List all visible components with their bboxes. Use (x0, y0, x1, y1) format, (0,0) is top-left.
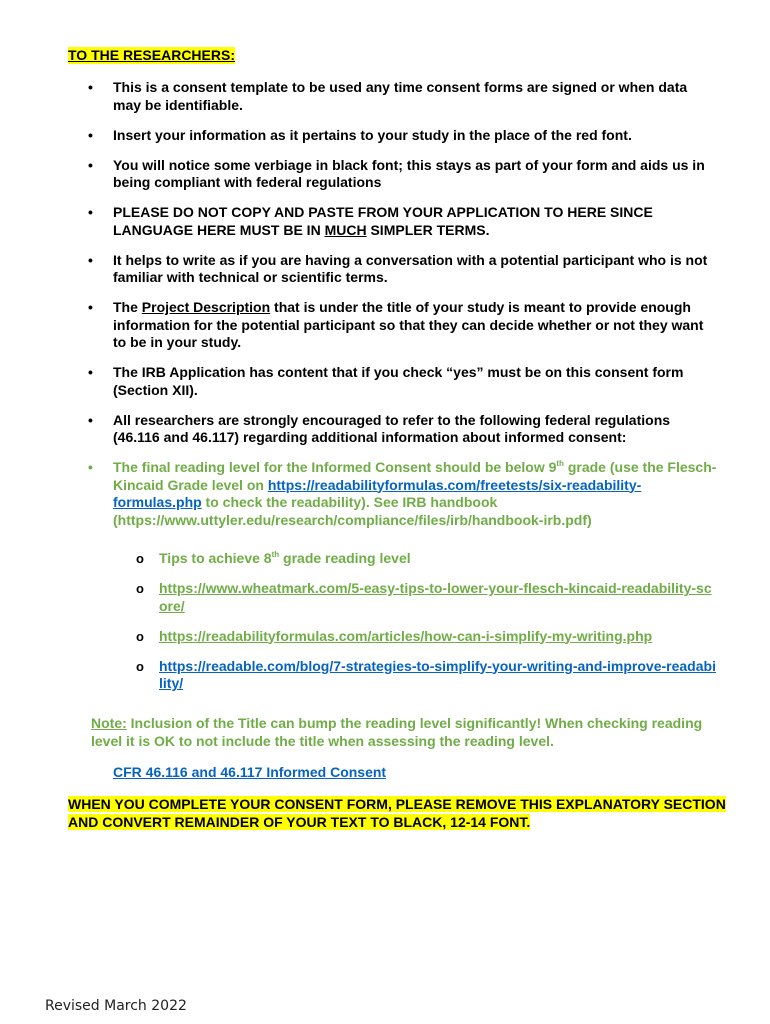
list-item (68, 459, 718, 529)
page-heading: TO THE RESEARCHERS: (68, 47, 235, 63)
sub-bullet-icon: o (136, 628, 144, 644)
readable-blog-link[interactable]: https://readable.com/blog/7-strategies-to-simplify-your-writing-and-improve-readability/ (159, 657, 716, 691)
list-item (68, 252, 718, 287)
readability-formulas-link[interactable]: https://readabilityformulas.com/freetests/six-readability-formulas.php (113, 476, 642, 510)
revision-footer: Revised March 2022 (45, 998, 187, 1014)
sub-list-item (136, 628, 716, 646)
list-item (68, 157, 718, 192)
list-item-text: PLEASE DO NOT COPY AND PASTE FROM YOUR APPLICATION TO HERE SINCE LANGUAGE HERE MUST BE IN (113, 204, 653, 238)
list-item-text: All researchers are strongly encouraged to refer to the following federal regulations (46.116 and 46.117) regarding additional information about informed consent: (113, 411, 671, 445)
list-item (68, 412, 718, 447)
list-item (68, 79, 718, 114)
list-item (68, 299, 718, 352)
list-item-text: The final reading level for the Informed Consent should be below 9 (113, 459, 557, 475)
sub-list-item (136, 658, 716, 693)
bullet-icon: • (88, 459, 93, 475)
sub-list-item (136, 580, 716, 615)
note-label: Note: (91, 715, 127, 731)
superscript: th (271, 550, 280, 559)
list-item-text: The (113, 299, 142, 315)
list-item-text: You will notice some verbiage in black font; this stays as part of your form and aids us in being compliant with federal regulations (113, 156, 705, 190)
bullet-icon: • (88, 251, 93, 268)
list-item (68, 204, 718, 239)
sub-bullet-icon: o (136, 551, 144, 566)
reading-tips-list (136, 550, 716, 705)
emphasis-text: Project Description (141, 299, 271, 315)
instruction-list (68, 79, 718, 542)
list-item (68, 127, 718, 145)
sub-item-text: grade reading level (279, 550, 411, 566)
cfr-informed-consent-link[interactable]: CFR 46.116 and 46.117 Informed Consent (113, 764, 387, 780)
bullet-icon: • (88, 79, 93, 95)
sub-list-item (136, 550, 716, 568)
sub-item-text: Tips to achieve 8 (159, 550, 272, 566)
list-item-text: The IRB Application has content that if you check “yes” must be on this consent form (Section XII). (113, 364, 684, 398)
list-item (68, 364, 718, 399)
bullet-icon: • (88, 204, 93, 220)
reading-level-note (91, 714, 721, 750)
list-item-text: This is a consent template to be used any time consent forms are signed or when data may be identifiable. (113, 79, 688, 113)
list-item-text: Insert your information as it pertains to your study in the place of the red font. (113, 126, 632, 143)
wheatmark-link[interactable]: https://www.wheatmark.com/5-easy-tips-to-lower-your-flesch-kincaid-readability-score/ (159, 580, 712, 614)
list-item-text: that is under the title of your study is meant to provide enough information for the potential participant so that they can decide whether or not they want to be in your study. (113, 299, 704, 350)
list-item-text: to check the readability). See IRB handbook (https://www.uttyler.edu/research/compliance/files/irb/handbook-irb.pdf) (113, 494, 592, 528)
sub-bullet-icon: o (136, 581, 144, 596)
bullet-icon: • (88, 364, 93, 380)
bullet-icon: • (88, 126, 93, 143)
list-item-text: It helps to write as if you are having a conversation with a potential participant who is not familiar with technical or scientific terms. (113, 251, 708, 285)
note-text: Inclusion of the Title can bump the reading level significantly! When checking reading level it is OK to not include the title when assessing the reading level. (91, 715, 703, 749)
final-notice-text: WHEN YOU COMPLETE YOUR CONSENT FORM, PLEASE REMOVE THIS EXPLANATORY SECTION AND CONVERT REMAINDER OF YOUR TEXT TO BLACK, 12-14 FONT. (68, 796, 726, 830)
superscript: th (556, 459, 564, 468)
list-item-text: SIMPLER TERMS. (366, 221, 490, 238)
bullet-icon: • (88, 299, 93, 315)
bullet-icon: • (88, 156, 93, 173)
final-notice (68, 795, 728, 831)
emphasis-text: MUCH (324, 221, 367, 238)
sub-bullet-icon: o (136, 658, 144, 674)
simplify-writing-link[interactable]: https://readabilityformulas.com/articles/how-can-i-simplify-my-writing.php (159, 627, 653, 644)
bullet-icon: • (88, 411, 93, 428)
list-item-text: grade (use the Flesch-Kincaid Grade level on (113, 459, 717, 493)
